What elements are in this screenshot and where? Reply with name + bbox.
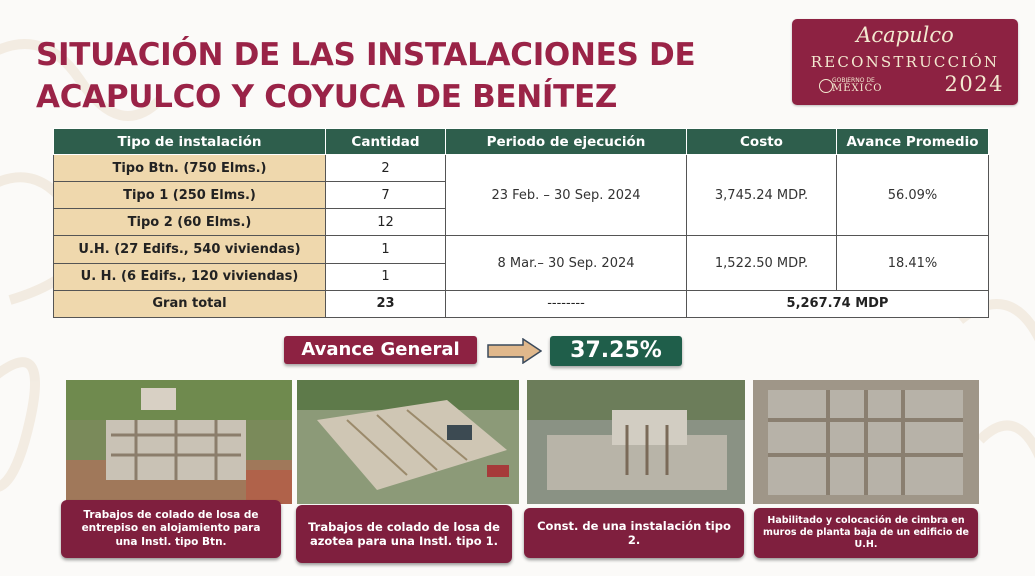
row-qty: 1 — [326, 263, 446, 290]
logo-city: Acapulco — [856, 23, 954, 47]
photo-construction-tipo1 — [297, 380, 519, 504]
header-cantidad: Cantidad — [326, 129, 446, 155]
table-total-row — [54, 290, 989, 317]
total-qty: 23 — [326, 290, 446, 317]
photo-construction-tipo2 — [527, 380, 745, 504]
logo-gov-big: MÉXICO — [832, 83, 883, 94]
header-costo: Costo — [687, 129, 837, 155]
table-row — [54, 155, 989, 182]
photo-construction-uh — [753, 380, 979, 504]
row-type: U.H. (27 Edifs., 540 viviendas) — [54, 236, 326, 263]
table-row — [54, 236, 989, 263]
government-seal-icon — [819, 79, 833, 93]
total-period: -------- — [446, 290, 687, 317]
installations-table — [53, 128, 989, 318]
table-header-row — [54, 129, 989, 155]
photo-construction-btn — [66, 380, 292, 504]
total-label: Gran total — [54, 290, 326, 317]
row-qty: 12 — [326, 209, 446, 236]
row-qty: 1 — [326, 236, 446, 263]
row-type: Tipo Btn. (750 Elms.) — [54, 155, 326, 182]
row-type: Tipo 1 (250 Elms.) — [54, 182, 326, 209]
avance-general-value: 37.25% — [550, 336, 682, 366]
photo-caption-3: Const. de una instalación tipo 2. — [524, 508, 744, 558]
total-cost: 5,267.74 MDP — [687, 290, 989, 317]
photo-caption-2: Trabajos de colado de losa de azotea para una Instl. tipo 1. — [296, 505, 512, 563]
row-qty: 2 — [326, 155, 446, 182]
reconstruccion-logo — [792, 19, 1018, 105]
page-title-line-1: SITUACIÓN DE LAS INSTALACIONES DE — [36, 37, 696, 73]
avance-general-label: Avance General — [284, 336, 477, 364]
group-period: 23 Feb. – 30 Sep. 2024 — [446, 155, 687, 236]
row-qty: 7 — [326, 182, 446, 209]
row-type: U. H. (6 Edifs., 120 viviendas) — [54, 263, 326, 290]
group-period: 8 Mar.– 30 Sep. 2024 — [446, 236, 687, 290]
logo-gov-small: GOBIERNO DE — [832, 77, 875, 84]
group-progress: 56.09% — [837, 155, 989, 236]
photo-caption-1: Trabajos de colado de losa de entrepiso en alojamiento para una Instl. tipo Btn. — [61, 500, 281, 558]
photo-caption-4: Habilitado y colocación de cimbra en muros de planta baja de un edificio de U.H. — [754, 508, 978, 558]
page-title-line-2: ACAPULCO Y COYUCA DE BENÍTEZ — [36, 79, 618, 115]
group-cost: 3,745.24 MDP. — [687, 155, 837, 236]
header-periodo: Periodo de ejecución — [446, 129, 687, 155]
page-title — [36, 34, 776, 118]
header-tipo: Tipo de instalación — [54, 129, 326, 155]
arrow-right-icon — [487, 338, 542, 364]
group-progress: 18.41% — [837, 236, 989, 290]
row-type: Tipo 2 (60 Elms.) — [54, 209, 326, 236]
logo-year: 2024 — [944, 72, 1004, 96]
group-cost: 1,522.50 MDP. — [687, 236, 837, 290]
header-avance: Avance Promedio — [837, 129, 989, 155]
logo-government — [832, 77, 912, 93]
logo-word: RECONSTRUCCIÓN — [810, 53, 1000, 71]
